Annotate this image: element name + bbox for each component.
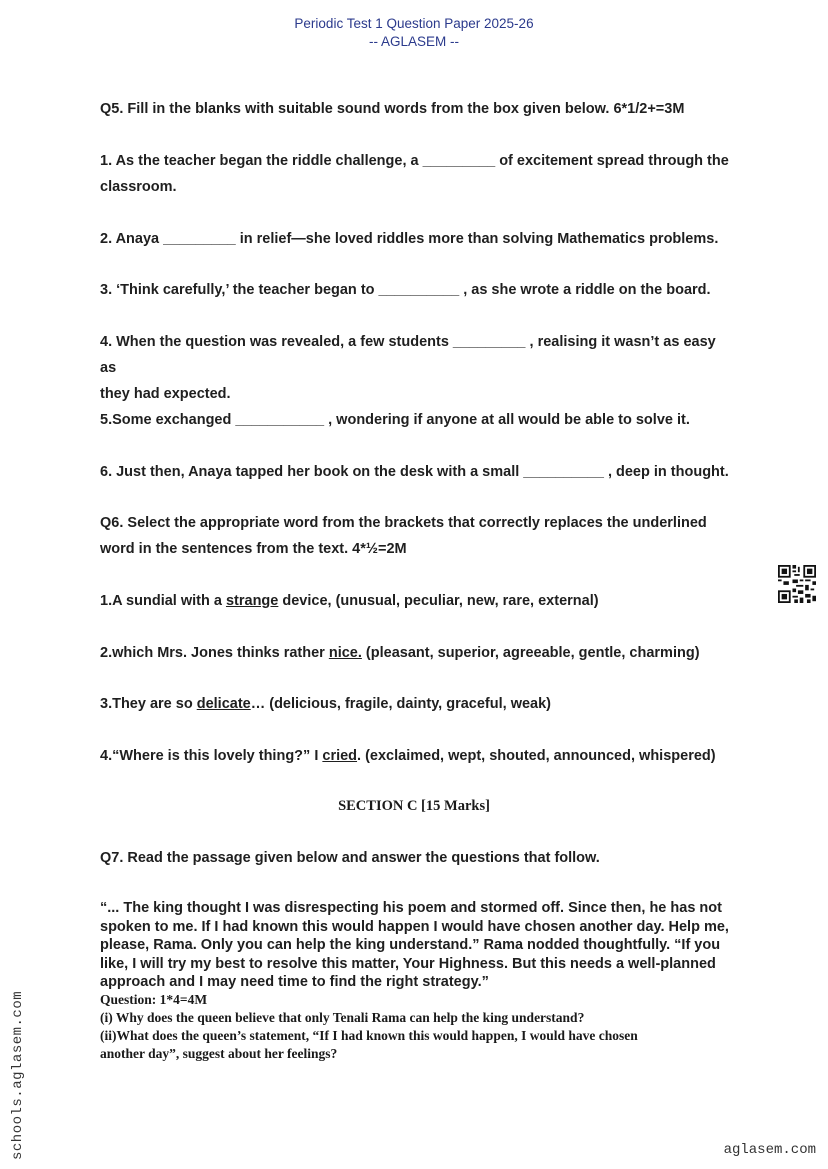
q6-item-1-post: device, (unusual, peculiar, new, rare, external) <box>278 593 599 609</box>
q7-passage-line: approach and I may need time to find the right strategy.” <box>100 974 489 990</box>
q6-heading <box>100 510 730 562</box>
q5-item-6: 6. Just then, Anaya tapped her book on the desk with a small __________ , deep in thought. <box>100 464 729 480</box>
q5-heading: Q5. Fill in the blanks with suitable sound words from the box given below. 6*1/2+=3M <box>100 101 685 117</box>
q6-item-2-underlined: nice. <box>328 645 362 661</box>
q6-item-1 <box>100 588 730 614</box>
q7-question-ii-line-b: another day”, suggest about her feelings? <box>100 1046 338 1061</box>
q6-item-1-pre: 1.A sundial with a <box>100 593 226 609</box>
q5-item-1-line-a: 1. As the teacher began the riddle challenge, a _________ of excitement spread through the <box>100 153 729 169</box>
q7-questions <box>100 991 740 1063</box>
q6-heading-line-a: Q6. Select the appropriate word from the brackets that correctly replaces the underlined <box>100 515 707 531</box>
q5-item-1-line-b: classroom. <box>100 179 177 195</box>
q6-item-2 <box>100 640 730 666</box>
q6-item-4-underlined: cried <box>322 748 358 764</box>
qr-code-icon <box>778 565 816 603</box>
q5-item-1 <box>100 148 730 200</box>
q5-item-3: 3. ‘Think carefully,’ the teacher began to __________ , as she wrote a riddle on the board. <box>100 282 711 298</box>
q6-item-3-underlined: delicate <box>196 696 251 712</box>
q7-passage-line: please, Rama. Only you can help the king understand.” Rama nodded thoughtfully. “If you <box>100 937 721 953</box>
q5-item-4-line-a: 4. When the question was revealed, a few students _________ , realising it wasn’t as easy as <box>100 334 716 376</box>
header-title: Periodic Test 1 Question Paper 2025-26 <box>294 16 534 31</box>
q5-item-5: 5.Some exchanged ___________ , wondering if anyone at all would be able to solve it. <box>100 412 690 428</box>
q5-item-2: 2. Anaya _________ in relief—she loved riddles more than solving Mathematics problems. <box>100 231 719 247</box>
q5-item-4 <box>100 329 730 407</box>
footer-watermark: aglasem.com <box>723 1142 816 1158</box>
q7-heading: Q7. Read the passage given below and answer the questions that follow. <box>100 850 600 866</box>
section-c-heading: SECTION C [15 Marks] <box>338 798 490 814</box>
q7-question-label: Question: 1*4=4M <box>100 992 208 1007</box>
q6-item-4-post: . (exclaimed, wept, shouted, announced, whispered) <box>357 748 716 764</box>
q7-passage-line: spoken to me. If I had known this would happen I would have chosen another day. Help me, <box>100 918 729 935</box>
q6-item-4 <box>100 743 730 769</box>
q5-item-4-line-b: they had expected. <box>100 386 231 402</box>
q6-item-3-post: … (delicious, fragile, dainty, graceful, weak) <box>250 696 551 712</box>
q7-passage <box>100 899 730 992</box>
q7-question-i: (i) Why does the queen believe that only Tenali Rama can help the king understand? <box>100 1010 585 1025</box>
q6-heading-line-b: word in the sentences from the text. 4*½=2M <box>100 541 407 557</box>
q7-question-ii-line-a: (ii)What does the queen’s statement, “If I had known this would happen, I would have chosen <box>100 1028 638 1043</box>
side-watermark: schools.aglasem.com <box>10 990 26 1160</box>
q7-passage-line: “... The king thought I was disrespecting his poem and stormed off. Since then, he has not <box>100 900 722 916</box>
header-subtitle: -- AGLASEM -- <box>368 34 459 49</box>
q6-item-3 <box>100 691 730 717</box>
q6-item-4-pre: 4.“Where is this lovely thing?” I <box>100 748 323 764</box>
q6-item-3-pre: 3.They are so <box>100 696 197 712</box>
q7-passage-line: like, I will try my best to resolve this matter, Your Highness. But this needs a well-planned <box>100 955 716 972</box>
q6-item-2-post: (pleasant, superior, agreeable, gentle, charming) <box>361 645 700 661</box>
q6-item-1-underlined: strange <box>225 593 279 609</box>
q6-item-2-pre: 2.which Mrs. Jones thinks rather <box>100 645 329 661</box>
